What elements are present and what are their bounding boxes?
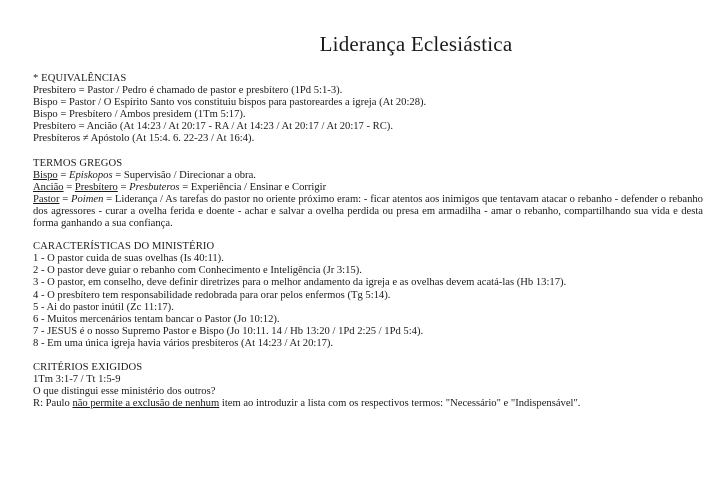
equivalencia-line: Presbítero = Pastor / Pedro é chamado de pastor e presbítero (1Pd 5:1-3). (33, 85, 343, 97)
greek-poimen: Poimen (71, 193, 104, 205)
termo-pastor (33, 194, 703, 230)
termo-bispo (33, 170, 703, 182)
list-item: 4 - O presbítero tem responsabilidade redobrada para orar pelos enfermos (Tg 5:14). (33, 289, 391, 301)
section-heading-criterios: CRITÉRIOS EXIGIDOS (33, 361, 143, 373)
list-item: 3 - O pastor, em conselho, deve definir diretrizes para o melhor andamento da igreja e as ovelhas devem acatá-las (Hb 13:17). (33, 277, 567, 289)
section-heading-termos: TERMOS GREGOS (33, 157, 123, 169)
equivalencia-line: Presbíteros ≠ Apóstolo (At 15:4. 6. 22-23 / At 16:4). (33, 133, 255, 145)
list-item: 2 - O pastor deve guiar o rebanho com Conhecimento e Inteligência (Jr 3:15). (33, 265, 362, 277)
term-pastor: Pastor (33, 193, 60, 205)
term-bispo: Bispo (33, 169, 58, 181)
list-item: 5 - Ai do pastor inútil (Zc 11:17). (33, 301, 174, 313)
term-presbitero: Presbítero (74, 181, 118, 193)
equals-sign: = (117, 181, 130, 193)
equals-sign: = (57, 169, 70, 181)
list-item: 1 - O pastor cuida de suas ovelhas (Is 40:11). (33, 253, 224, 265)
termo-pastor-desc: = Liderança / As tarefas do pastor no oriente próximo eram: - ficar atentos aos inimigos que tentavam atacar o rebanho - defender o rebanho dos agressores - curar a ovelha ferida e doente - achar e salvar a ovelha perdida ou presa em armadilha - amar o rebanho, compartilhando sua vida e desta forma ganhando a sua confiança. (33, 193, 703, 230)
answer-prefix: R: Paulo (33, 398, 73, 410)
termo-anciao (33, 182, 703, 194)
equivalencia-line: Bispo = Presbítero / Ambos presidem (1Tm 5:17). (33, 109, 246, 121)
list-item: 6 - Muitos mercenários tentam bancar o Pastor (Jo 10:12). (33, 313, 280, 325)
equals-sign: = (59, 193, 72, 205)
section-heading-caracteristicas: CARACTERÍSTICAS DO MINISTÉRIO (33, 241, 215, 253)
section-equivalencias (33, 73, 703, 146)
greek-episkopos: Episkopos (69, 169, 113, 181)
section-heading-equivalencias: * EQUIVALÊNCIAS (33, 73, 127, 84)
criterios-refs: 1Tm 3:1-7 / Tt 1:5-9 (33, 374, 121, 386)
answer-suffix: item ao introduzir a lista com os respectivos termos: "Necessário" e "Indispensável". (219, 398, 581, 410)
termo-bispo-desc: = Supervisão / Direcionar a obra. (112, 169, 256, 181)
equals-sign: = (63, 181, 75, 193)
page-title: Liderança Eclesiástica (319, 32, 513, 56)
criterios-answer (33, 398, 703, 410)
greek-presbuteros: Presbuteros (129, 181, 180, 193)
answer-underlined: não permite a exclusão de nenhum (72, 398, 220, 410)
list-item: 8 - Em uma única igreja havia vários presbíteros (At 14:23 / At 20:17). (33, 337, 334, 349)
termo-anciao-desc: = Experiência / Ensinar e Corrigir (179, 181, 327, 193)
document-body (33, 73, 703, 422)
equivalencia-line: Bispo = Pastor / O Espírito Santo vos constituiu bispos para pastoreardes a igreja (At 20:28). (33, 97, 427, 109)
section-criterios (33, 362, 703, 410)
equivalencia-line: Presbítero = Ancião (At 14:23 / At 20:17 - RA / At 14:23 / At 20:17 / At 20:17 - RC). (33, 121, 393, 133)
section-termos-gregos (33, 158, 703, 231)
section-caracteristicas (33, 241, 703, 350)
list-item: 7 - JESUS é o nosso Supremo Pastor e Bispo (Jo 10:11. 14 / Hb 13:20 / 1Pd 2:25 / 1Pd 5:4). (33, 325, 424, 337)
term-anciao: Ancião (33, 181, 64, 193)
criterios-question: O que distingui esse ministério dos outros? (33, 386, 216, 398)
